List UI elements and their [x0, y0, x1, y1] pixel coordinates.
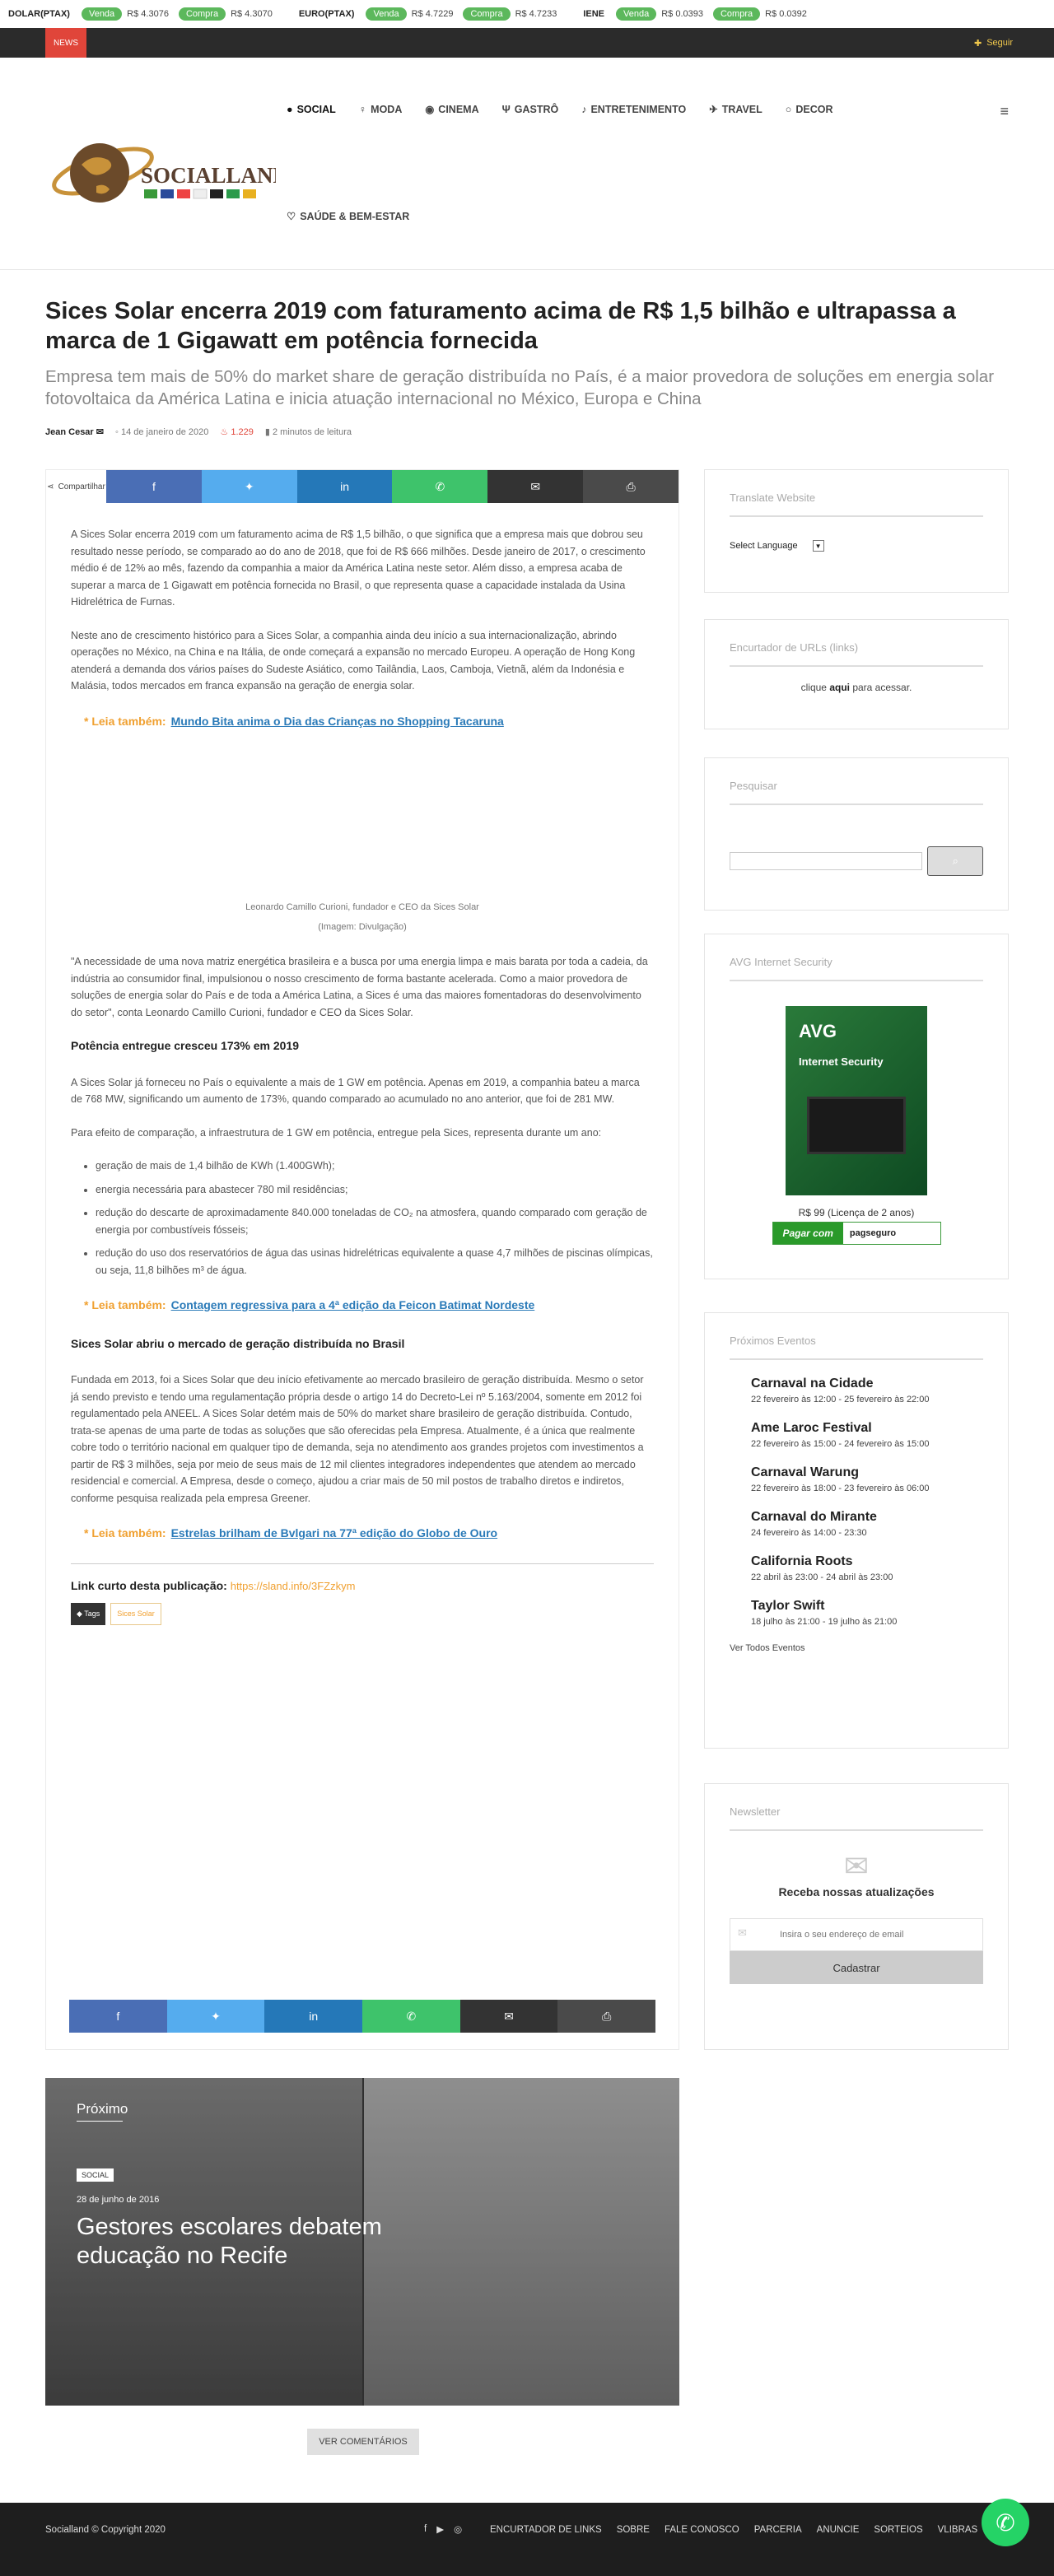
- hamburger-icon[interactable]: ≡: [1000, 103, 1009, 119]
- footer-link[interactable]: ENCURTADOR DE LINKS: [490, 2525, 602, 2535]
- twitter-icon: ✦: [211, 2009, 221, 2023]
- currency-ticker: [0, 0, 1054, 28]
- whatsapp-icon: ✆: [435, 479, 445, 493]
- site-header: [0, 58, 1054, 270]
- whatsapp-icon: ✆: [996, 2509, 1015, 2536]
- ticker-item: [299, 7, 567, 21]
- news-label[interactable]: NEWS: [45, 28, 86, 58]
- newsletter-email-input[interactable]: [730, 1918, 983, 1951]
- article-meta: [45, 426, 352, 437]
- next-title[interactable]: Gestores escolares debatem educação no Recife: [77, 2214, 382, 2269]
- footer-link[interactable]: SOBRE: [616, 2525, 650, 2535]
- paragraph: "A necessidade de uma nova matriz energética brasileira e a busca por uma energia limpa e mais barata por toda a cadeia, da indústria ao consumidor final, impulsionou o nosso crescimento de forma bastante acelerada. Como a maior provedora de soluções de energia solar do País e de toda a América Latina, a Sices é uma das maiores fomentadoras do desenvolvimento do setor", conta Leonardo Camillo Curioni, fundador e CEO da Sices Solar.: [71, 956, 648, 1018]
- search-input[interactable]: [730, 852, 922, 870]
- menu-item-social[interactable]: ● SOCIAL: [287, 103, 336, 115]
- footer-social: [424, 2523, 462, 2535]
- search-icon: ⌕: [952, 855, 958, 867]
- share-email-button[interactable]: [487, 470, 583, 503]
- buy-value: R$ 4.7233: [515, 9, 557, 19]
- event-item[interactable]: Taylor Swift 18 julho às 21:00 - 19 julho às 21:00: [751, 1599, 898, 1627]
- dress-icon: ♀: [358, 103, 367, 115]
- menu-item-gastro[interactable]: Ψ GASTRÔ: [501, 103, 559, 115]
- buy-badge: Compra: [463, 7, 510, 21]
- search-form: [730, 846, 983, 876]
- read-also-link[interactable]: Mundo Bita anima o Dia das Crianças no Shopping Tacaruna: [170, 714, 504, 728]
- site-logo[interactable]: [45, 123, 276, 222]
- share-linkedin-button[interactable]: [264, 2000, 362, 2033]
- reading-time: ▮ 2 minutos de leitura: [264, 427, 352, 437]
- linkedin-icon: in: [340, 480, 350, 493]
- event-list: [730, 1377, 983, 1653]
- heart-icon: ♡: [287, 211, 296, 222]
- read-also: * Leia também: Mundo Bita anima o Dia das Crianças no Shopping Tacaruna: [84, 714, 504, 728]
- avg-brand: AVG: [799, 1021, 837, 1041]
- envelope-icon: ✉: [504, 2009, 514, 2023]
- sell-badge: Venda: [82, 7, 122, 21]
- read-also-link[interactable]: Estrelas brilham de Bvlgari na 77ª edição do Globo de Ouro: [170, 1526, 498, 1540]
- instagram-icon[interactable]: ◎: [454, 2525, 463, 2535]
- category-badge[interactable]: SOCIAL: [77, 2168, 114, 2182]
- divider: [71, 1563, 654, 1564]
- buy-value: R$ 4.3070: [231, 9, 273, 19]
- short-link-url[interactable]: https://sland.info/3FZzkym: [230, 1579, 356, 1592]
- list-item: • geração de mais de 1,4 bilhão de KWh (1.400GWh);: [96, 1158, 654, 1175]
- facebook-icon: f: [116, 2010, 120, 2023]
- views: ♨ 1.229: [220, 427, 254, 437]
- footer-link[interactable]: VLIBRAS: [937, 2525, 978, 2535]
- share-facebook-button[interactable]: [106, 470, 202, 503]
- plus-icon: ✚: [973, 38, 982, 49]
- envelope-icon: ✉: [96, 427, 104, 437]
- facebook-icon[interactable]: f: [424, 2524, 427, 2534]
- author-link[interactable]: Jean Cesar ✉: [45, 427, 104, 437]
- share-bar-bottom: [69, 2000, 655, 2033]
- bookmark-icon: ▮: [264, 427, 270, 437]
- read-also-link[interactable]: Contagem regressiva para a 4ª edição da Feicon Batimat Nordeste: [170, 1298, 535, 1311]
- share-twitter-button[interactable]: [202, 470, 297, 503]
- tags: [71, 1603, 654, 1625]
- event-item[interactable]: Ame Laroc Festival 22 fevereiro às 15:00 - 24 fevereiro às 15:00: [751, 1421, 930, 1449]
- next-label: Próximo: [77, 2101, 123, 2122]
- paragraph: A Sices Solar encerra 2019 com um faturamento acima de R$ 1,5 bilhão, o que significa que a empresa mais que dobrou seu resultado nesse período, se comparado ao do ano de 2018, que foi de R$ 666 milhões. Desde janeiro de 2017, o crescimento médio é de 12% ao mês, fazendo da companhia a maior da América Latina neste setor. Além disso, a empresa acaba de superar a marca de 1 Gigawatt em potência fornecida no Brasil, o que representa quase a capacidade instalada da Usina Hidrelétrica de Furnas.: [71, 529, 646, 608]
- paragraph: Para efeito de comparação, a infraestrutura de 1 GW em potência, entregue pela Sices, representa durante um ano:: [71, 1126, 602, 1139]
- follow-button[interactable]: [974, 28, 1013, 58]
- whatsapp-chat-button[interactable]: [982, 2499, 1029, 2546]
- read-also: * Leia também: Contagem regressiva para a 4ª edição da Feicon Batimat Nordeste: [84, 1298, 535, 1311]
- next-date: 28 de junho de 2016: [77, 2195, 160, 2205]
- facebook-icon: f: [152, 480, 156, 493]
- date: ◦ 14 de janeiro de 2020: [115, 426, 209, 437]
- envelope-icon: ✉: [738, 1926, 747, 1939]
- event-item[interactable]: Carnaval na Cidade 22 fevereiro às 12:00 - 25 fevereiro às 22:00: [751, 1377, 930, 1404]
- widget-translate: [704, 469, 1009, 593]
- share-bar-top: [46, 470, 679, 503]
- menu-item-saude[interactable]: ♡ SAÚDE & BEM-ESTAR: [287, 210, 410, 222]
- menu-item-cinema[interactable]: ◉ CINEMA: [425, 103, 479, 115]
- widget-title: Encurtador de URLs (links): [730, 620, 983, 667]
- widget-title: AVG Internet Security: [730, 934, 983, 981]
- event-item[interactable]: Carnaval Warung 22 fevereiro às 18:00 - 23 fevereiro às 06:00: [751, 1465, 930, 1493]
- avg-price: R$ 99 (Licença de 2 anos): [798, 1207, 915, 1218]
- print-button[interactable]: [583, 470, 679, 503]
- url-shortener-text: clique aqui para acessar.: [800, 682, 912, 693]
- event-item[interactable]: California Roots 22 abril às 23:00 - 24 abril às 23:00: [751, 1554, 893, 1582]
- newsletter-submit-button[interactable]: Cadastrar: [730, 1951, 983, 1984]
- tag-icon: ◆: [77, 1609, 82, 1618]
- image-placeholder: [71, 751, 654, 897]
- section-heading: Potência entregue cresceu 173% em 2019: [71, 1039, 300, 1052]
- plane-icon: ✈: [709, 104, 718, 115]
- envelope-icon: ✉: [843, 1849, 870, 1883]
- sell-badge: Venda: [616, 7, 656, 21]
- paragraph: A Sices Solar já forneceu no País o equivalente a mais de 1 GW em potência. Apenas em 2019, a companhia bateu a marca de 768 MW, significando um aumento de 173%, quando comparado ao acumulado no ano anterior, que foi de 281 MW.: [71, 1076, 640, 1105]
- sell-value: R$ 4.3076: [127, 9, 169, 19]
- language-select[interactable]: Select Language ▼: [730, 540, 983, 552]
- pagseguro-logo: pagseguro: [849, 1228, 897, 1238]
- article-card: [45, 469, 679, 2050]
- footer-link[interactable]: PARCERIA: [753, 2525, 802, 2535]
- follow-label: Seguir: [986, 38, 1013, 48]
- news-bar: [0, 28, 1054, 58]
- globe-icon: ●: [287, 103, 293, 115]
- menu-item-moda[interactable]: ♀ MODA: [358, 103, 403, 115]
- ticker-item: [8, 7, 282, 21]
- whatsapp-icon: ✆: [406, 2009, 417, 2023]
- widget-title: Pesquisar: [730, 758, 983, 805]
- fire-icon: ♨: [220, 427, 229, 437]
- footer-link[interactable]: SORTEIOS: [874, 2525, 923, 2535]
- event-item[interactable]: Carnaval do Mirante 24 fevereiro às 14:00 - 23:30: [751, 1510, 877, 1538]
- copyright: Socialland © Copyright 2020: [45, 2525, 166, 2535]
- print-icon: ⎙: [602, 2009, 612, 2023]
- mic-icon: ♪: [581, 103, 587, 115]
- article-body: [46, 503, 679, 1648]
- footer-link[interactable]: ANUNCIE: [816, 2525, 860, 2535]
- share-whatsapp-button[interactable]: [362, 2000, 460, 2033]
- film-icon: ◉: [425, 104, 435, 115]
- section-heading: Sices Solar abriu o mercado de geração distribuída no Brasil: [71, 1336, 405, 1350]
- widget-title: Próximos Eventos: [730, 1313, 983, 1360]
- ticker-name: DOLAR(PTAX): [8, 9, 70, 19]
- menu-item-travel[interactable]: ✈ TRAVEL: [709, 103, 763, 115]
- ticker-name: IENE: [583, 9, 605, 19]
- widget-events: [704, 1312, 1009, 1749]
- share-label: ⋖ Compartilhar: [47, 482, 105, 491]
- view-comments-button[interactable]: VER COMENTÁRIOS: [307, 2429, 419, 2455]
- ticker-name: EURO(PTAX): [298, 9, 355, 19]
- footer-nav: [490, 2525, 977, 2535]
- avg-product-name: Internet Security: [799, 1055, 884, 1068]
- buy-value: R$ 0.0392: [765, 9, 807, 19]
- sell-value: R$ 0.0393: [661, 9, 703, 19]
- image-caption: Leonardo Camillo Curioni, fundador e CEO da Sices Solar (Imagem: Divulgação): [245, 902, 479, 932]
- laptop-image: [807, 1097, 906, 1154]
- youtube-icon[interactable]: ▶: [436, 2525, 445, 2535]
- tags-label: ◆ Tags: [71, 1603, 105, 1625]
- ticker-item: [583, 7, 817, 21]
- share-whatsapp-button[interactable]: [392, 470, 487, 503]
- avg-product-box[interactable]: [786, 1006, 927, 1195]
- widget-title: Translate Website: [730, 470, 983, 517]
- list-item: • redução do uso dos reservatórios de água das usinas hidrelétricas equivalente a quase 4,7 milhões de piscinas olímpicas, ou seja, 11,8 bilhões m³ de água.: [96, 1245, 654, 1279]
- pay-button[interactable]: Pagar com pagseguro: [772, 1222, 941, 1245]
- tag-link[interactable]: Sices Solar: [110, 1603, 161, 1625]
- buy-badge: Compra: [713, 7, 760, 21]
- buy-badge: Compra: [179, 7, 226, 21]
- widget-avg: [704, 934, 1009, 1279]
- svg-text:SOCIALLAND: SOCIALLAND: [141, 163, 276, 188]
- all-events-link[interactable]: Ver Todos Eventos: [730, 1643, 805, 1653]
- twitter-icon: ✦: [244, 479, 254, 493]
- sell-value: R$ 4.7229: [411, 9, 454, 19]
- short-link: Link curto desta publicação: https://sland.info/3FZzkym: [71, 1578, 356, 1592]
- bulb-icon: ○: [785, 103, 792, 115]
- print-button[interactable]: [557, 2000, 655, 2033]
- url-shortener-link[interactable]: aqui: [829, 682, 850, 693]
- newsletter-form: [730, 1918, 983, 1984]
- linkedin-icon: in: [309, 2010, 319, 2023]
- article-subtitle: Empresa tem mais de 50% do market share de geração distribuída no País, é a maior provedora de soluções em energia solar fotovoltaica da América Latina e inicia atuação internacional no México, Europa e China: [45, 367, 995, 408]
- list-item: • redução do descarte de aproximadamente 840.000 toneladas de CO₂ na atmosfera, quando comparado com geração de energia por combustíveis fósseis;: [96, 1204, 654, 1238]
- widget-newsletter: [704, 1783, 1009, 2050]
- envelope-icon: ✉: [530, 479, 541, 493]
- share-facebook-button[interactable]: [69, 2000, 167, 2033]
- chevron-down-icon: ▼: [813, 540, 824, 552]
- footer: [0, 2503, 1054, 2576]
- paragraph: Fundada em 2013, foi a Sices Solar que deu início efetivamente ao mercado brasileiro de geração distribuída. Mesmo o setor já sendo previsto e tendo uma regulamentação própria desde o artigo 14 do Decreto-Lei nº 5.163/2004, somente em 2012 foi regulamentado pela ANEEL. A Sices Solar detém mais de 50% do market share brasileiro de geração distribuída. Contudo, trata-se apenas de uma parte de todas as soluções que são oferecidas pela Empresa. Atualmente, é a única que realmente cobre todo o território nacional em qualquer tipo de demanda, seja no atendimento aos grandes projetos com investimentos a partir de R$ 3 milhões, seja por meio de seus mais de 12 mil clientes integradores independentes que atendem ao mercado residencial e comercial. A Empresa, desde o começo, ajudou a criar mais de 50 mil postos de trabalho diretos e indiretos, conforme pesquisa realizada pela empresa Greener.: [71, 1374, 644, 1504]
- search-button[interactable]: [927, 846, 983, 876]
- footer-link[interactable]: FALE CONOSCO: [664, 2525, 739, 2535]
- share-linkedin-button[interactable]: [297, 470, 393, 503]
- read-also: * Leia também: Estrelas brilham de Bvlgari na 77ª edição do Globo de Ouro: [84, 1526, 498, 1540]
- newsletter-heading: Receba nossas atualizações: [778, 1885, 935, 1898]
- cutlery-icon: Ψ: [501, 103, 511, 115]
- share-icon: ⋖: [47, 482, 54, 491]
- next-post[interactable]: [45, 2078, 679, 2406]
- widget-url-shortener: [704, 619, 1009, 729]
- menu-item-entretenimento[interactable]: ♪ ENTRETENIMENTO: [581, 103, 687, 115]
- print-icon: ⎙: [626, 479, 636, 493]
- list-item: • energia necessária para abastecer 780 mil residências;: [96, 1181, 654, 1199]
- paragraph: Neste ano de crescimento histórico para a Sices Solar, a companhia ainda deu início a sua internacionalização, abrindo operações no México, na China e na Itália, de onde começará a expansão no mercado Europeu. A operação de Hong Kong atenderá a demanda dos vários países do Sudeste Asiático, como Tailândia, Laos, Camboja, Vietnã, além da Indonésia e Malásia, todos mercados em franca expansão na geração de energia solar.: [71, 629, 636, 692]
- menu-item-decor[interactable]: ○ DECOR: [785, 103, 833, 115]
- sell-badge: Venda: [366, 7, 406, 21]
- main-menu: [287, 103, 833, 115]
- share-email-button[interactable]: [460, 2000, 558, 2033]
- widget-search: [704, 757, 1009, 911]
- bullet-list: [96, 1158, 654, 1279]
- widget-title: Newsletter: [730, 1784, 983, 1831]
- article-title: Sices Solar encerra 2019 com faturamento acima de R$ 1,5 bilhão e ultrapassa a marca de 1 Gigawatt em potência fornecida: [45, 298, 956, 354]
- share-twitter-button[interactable]: [167, 2000, 265, 2033]
